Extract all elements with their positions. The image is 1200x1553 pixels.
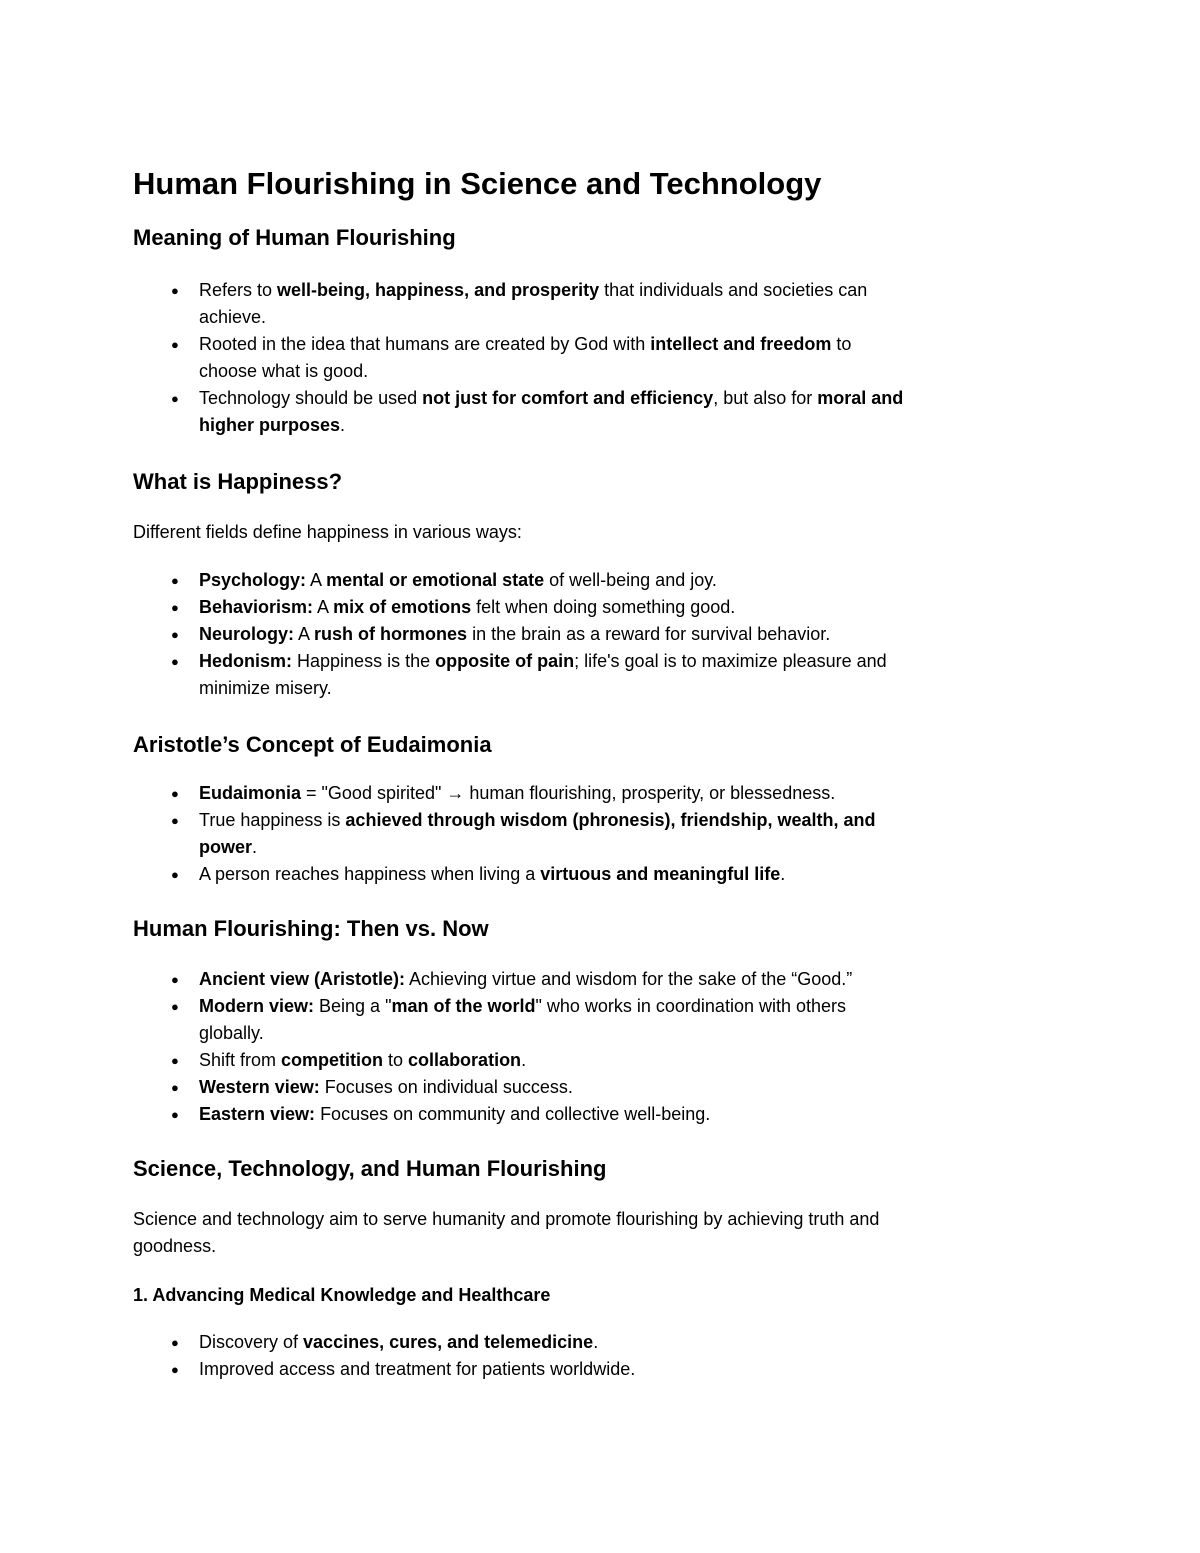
list-item xyxy=(133,385,973,439)
bold-text: Modern view: xyxy=(199,996,315,1016)
bold-text: rush of hormones xyxy=(314,624,468,644)
text-run: , but also for xyxy=(713,388,818,408)
text-run: A xyxy=(294,624,315,644)
list-item xyxy=(133,331,973,385)
list-item xyxy=(133,648,973,702)
text-run: Rooted in the idea that humans are created by God with xyxy=(199,334,651,354)
text-run: . xyxy=(252,837,258,857)
text-run: Discovery of xyxy=(199,1332,304,1352)
bold-text: mix of emotions xyxy=(333,597,472,617)
bullet-icon: ● xyxy=(171,654,179,669)
bold-text: Neurology: xyxy=(199,624,295,644)
text-run: Refers to xyxy=(199,280,278,300)
bullet-icon: ● xyxy=(171,813,179,828)
bullet-icon: ● xyxy=(171,1107,179,1122)
bold-text: vaccines, cures, and telemedicine xyxy=(303,1332,594,1352)
list-item xyxy=(133,966,973,993)
bullet-list xyxy=(133,567,973,702)
bullet-icon: ● xyxy=(171,786,179,801)
bullet-icon: ● xyxy=(171,337,179,352)
list-item xyxy=(133,567,973,594)
section-heading: What is Happiness? xyxy=(133,469,343,494)
text-run: felt when doing something good. xyxy=(471,597,736,617)
text-run: Improved access and treatment for patients worldwide. xyxy=(199,1359,636,1379)
list-item xyxy=(133,1101,973,1128)
text-run: A xyxy=(306,570,327,590)
bullet-list xyxy=(133,966,973,1128)
list-item xyxy=(133,1074,973,1101)
text-run: True happiness is xyxy=(199,810,346,830)
bold-text: virtuous and meaningful life xyxy=(540,864,781,884)
section-heading: Science, Technology, and Human Flourishing xyxy=(133,1156,607,1181)
text-run: Achieving virtue and wisdom for the sake of the “Good.” xyxy=(405,969,853,989)
list-item xyxy=(133,861,973,888)
section-intro: Different fields define happiness in various ways: xyxy=(133,522,522,542)
text-run: in the brain as a reward for survival behavior. xyxy=(467,624,831,644)
bold-text: Behaviorism: xyxy=(199,597,314,617)
text-run: Focuses on individual success. xyxy=(319,1077,573,1097)
bullet-list xyxy=(133,780,973,888)
bullet-icon: ● xyxy=(171,1362,179,1377)
bullet-icon: ● xyxy=(171,283,179,298)
text-run: A person reaches happiness when living a xyxy=(199,864,541,884)
list-item xyxy=(133,780,973,807)
bullet-icon: ● xyxy=(171,999,179,1014)
list-item xyxy=(133,993,973,1047)
text-run: Technology should be used xyxy=(199,388,423,408)
bullet-icon: ● xyxy=(171,573,179,588)
bold-text: achieved through wisdom (phronesis), friendship, wealth, and power xyxy=(199,810,876,857)
bullet-icon: ● xyxy=(171,1053,179,1068)
section-heading: Meaning of Human Flourishing xyxy=(133,225,456,250)
bullet-list xyxy=(133,277,973,439)
list-item xyxy=(133,807,973,861)
text-run: Focuses on community and collective well-being. xyxy=(315,1104,711,1124)
list-item xyxy=(133,1356,973,1383)
text-run: of well-being and joy. xyxy=(544,570,717,590)
bold-text: Ancient view (Aristotle): xyxy=(199,969,406,989)
list-item xyxy=(133,277,973,331)
text-run: that individuals and societies can achieve. xyxy=(199,280,868,327)
list-item xyxy=(133,1329,973,1356)
text-run: A xyxy=(313,597,334,617)
bullet-icon: ● xyxy=(171,391,179,406)
bullet-icon: ● xyxy=(171,972,179,987)
bullet-icon: ● xyxy=(171,1080,179,1095)
bold-text: competition xyxy=(281,1050,384,1070)
text-run: Being a " xyxy=(314,996,392,1016)
list-item xyxy=(133,621,973,648)
list-item xyxy=(133,594,973,621)
text-run: . xyxy=(593,1332,599,1352)
section-heading: Aristotle’s Concept of Eudaimonia xyxy=(133,732,492,757)
section-heading: Human Flourishing: Then vs. Now xyxy=(133,916,489,941)
text-run: to xyxy=(383,1050,409,1070)
bullet-icon: ● xyxy=(171,627,179,642)
bold-text: intellect and freedom xyxy=(650,334,832,354)
bold-text: Hedonism: xyxy=(199,651,293,671)
bold-text: not just for comfort and efficiency xyxy=(422,388,714,408)
bullet-list xyxy=(133,1329,973,1383)
text-run: Happiness is the xyxy=(292,651,436,671)
bold-text: Western view: xyxy=(199,1077,320,1097)
document-body xyxy=(133,160,973,1383)
bold-text: Eastern view: xyxy=(199,1104,316,1124)
bold-text: opposite of pain xyxy=(435,651,575,671)
list-item xyxy=(133,1047,973,1074)
bold-text: man of the world xyxy=(391,996,536,1016)
section-intro: Science and technology aim to serve humanity and promote flourishing by achieving truth and goodness. xyxy=(133,1209,880,1256)
text-run: Shift from xyxy=(199,1050,282,1070)
text-run: to choose what is good. xyxy=(199,334,852,381)
text-run: = "Good spirited" → human flourishing, prosperity, or blessedness. xyxy=(301,783,836,803)
text-run: . xyxy=(780,864,786,884)
page-title: Human Flourishing in Science and Technology xyxy=(133,166,822,201)
text-run: . xyxy=(521,1050,527,1070)
text-run: ; life's goal is to maximize pleasure and minimize misery. xyxy=(199,651,887,698)
bold-text: moral and higher purposes xyxy=(199,388,904,435)
subsection-heading: 1. Advancing Medical Knowledge and Healthcare xyxy=(133,1285,551,1305)
bullet-icon: ● xyxy=(171,1335,179,1350)
bold-text: well-being, happiness, and prosperity xyxy=(277,280,600,300)
bullet-icon: ● xyxy=(171,600,179,615)
bullet-icon: ● xyxy=(171,867,179,882)
text-run: . xyxy=(340,415,346,435)
text-run: " who works in coordination with others globally. xyxy=(199,996,847,1043)
bold-text: mental or emotional state xyxy=(326,570,545,590)
bold-text: Psychology: xyxy=(199,570,307,590)
bold-text: Eudaimonia xyxy=(199,783,302,803)
bold-text: collaboration xyxy=(408,1050,522,1070)
